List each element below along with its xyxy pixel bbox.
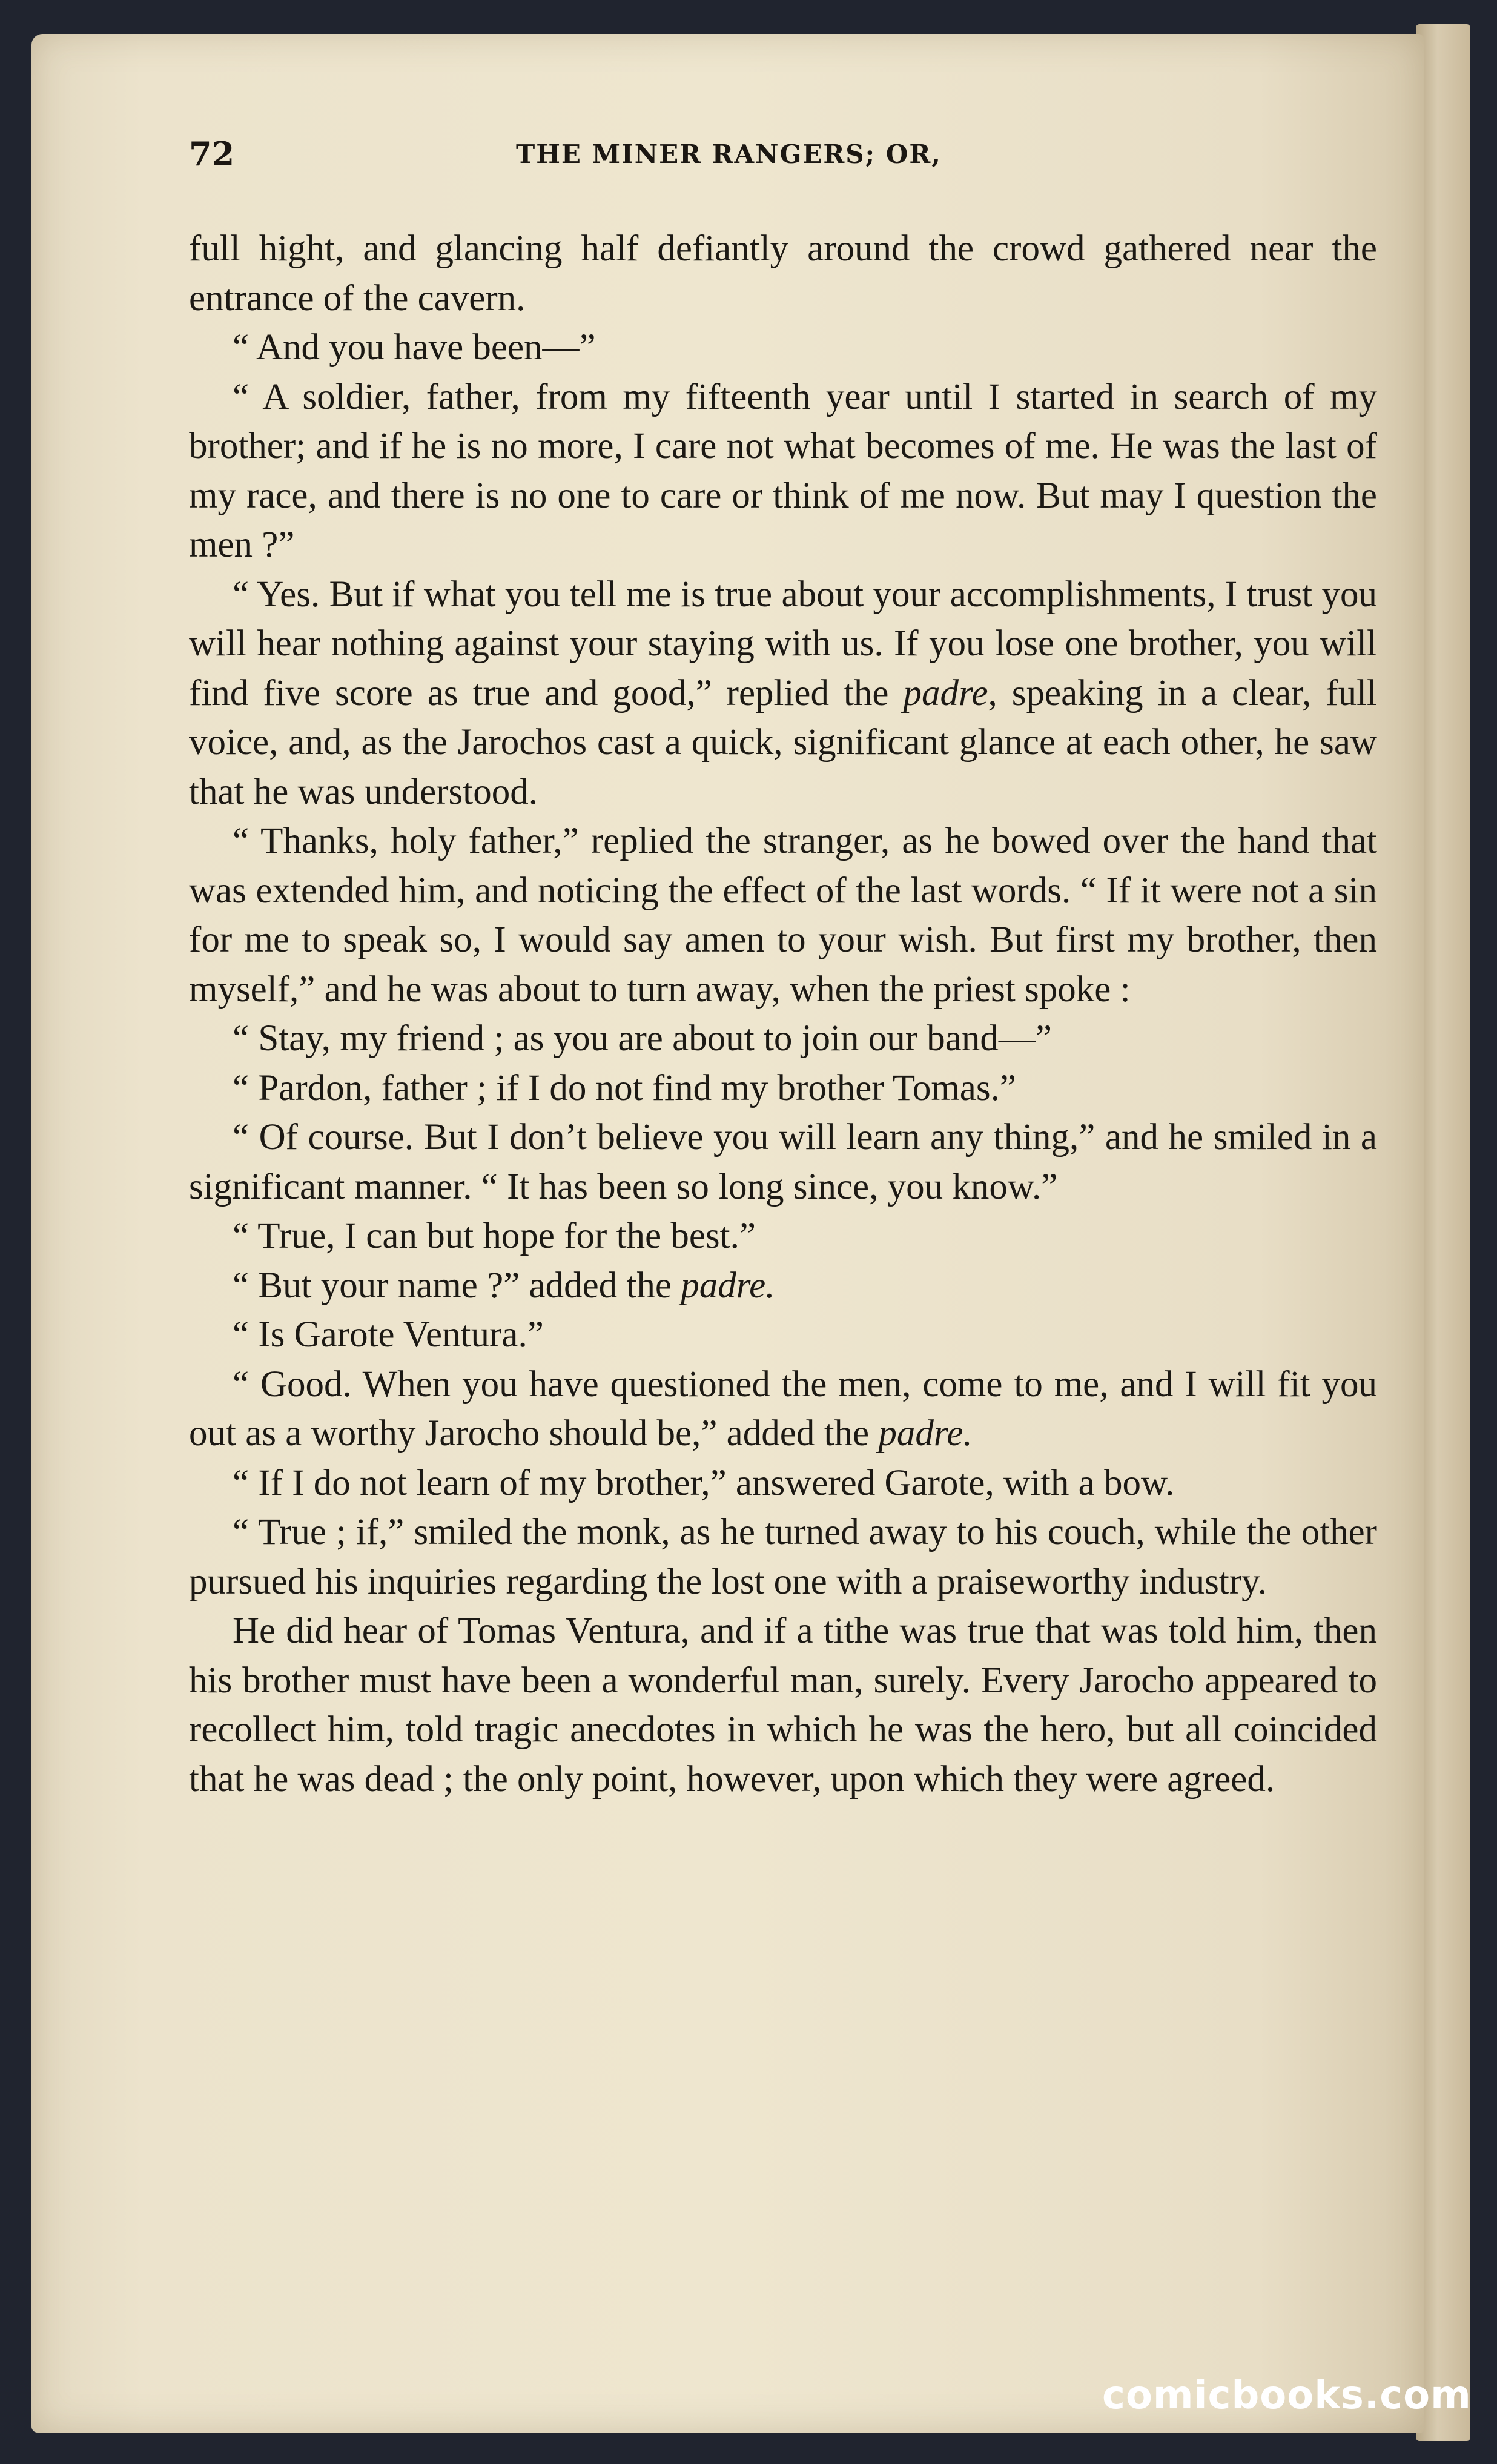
paragraph [189,1310,1377,1360]
text-run: “ Is Garote Ventura.” [233,1314,544,1355]
text-run: , speaking in a clear, full voice, and, as the Jarochos cast a quick, significant glance at each other, he saw that he was understood. [189,672,1377,812]
paragraph [189,1211,1377,1261]
text-run: “ Pardon, father ; if I do not find my brother Tomas.” [233,1067,1016,1108]
text-run: full hight, and glancing half defiantly around the crowd gathered near the entrance of the cavern. [189,228,1377,319]
paragraph [189,1064,1377,1113]
paragraph [189,1113,1377,1211]
paragraph [189,1360,1377,1459]
text-run: “ And you have been—” [233,327,596,368]
text-run: “ Of course. But I don’t believe you will learn any thing,” and he smiled in a significant manner. “ It has been so long since, you know.” [189,1117,1377,1207]
text-run: “ Good. When you have questioned the men, come to me, and I will fit you out as a worthy Jarocho should be,” added the [189,1363,1377,1454]
text-run: “ A soldier, father, from my fifteenth year until I started in search of my brother; and if he is no more, I care not what becomes of me. He was the last of my race, and there is no one to care or think of me now. But may I question the men ?” [189,376,1377,565]
text-run: “ Stay, my friend ; as you are about to join our band—” [233,1018,1052,1059]
paragraph [189,1459,1377,1508]
watermark: comicbooks.com [1102,2373,1472,2418]
page-number: 72 [189,134,235,173]
paragraph [189,224,1377,323]
text-run: “ If I do not learn of my brother,” answered Garote, with a bow. [233,1462,1175,1503]
paragraph [189,1606,1377,1804]
paragraph [189,323,1377,373]
italic-run: padre. [878,1413,973,1454]
text-run: “ But your name ?” added the [233,1265,681,1306]
text-run: “ True ; if,” smiled the monk, as he turned away to his couch, while the other pursued his inquiries regarding the lost one with a praiseworthy industry. [189,1512,1377,1602]
paragraph [189,373,1377,570]
italic-run: padre [903,672,988,714]
text-run: “ True, I can but hope for the best.” [233,1216,756,1256]
running-head: THE MINER RANGERS; OR, [516,139,942,169]
paragraph [189,1508,1377,1606]
paragraph [189,570,1377,817]
paragraph [189,816,1377,1014]
text-run: He did hear of Tomas Ventura, and if a tithe was true that was told him, then his brother must have been a wonderful man, surely. Every Jarocho appeared to recollect him, told tragic anecdotes in which he was the hero, but all coincided that he was dead ; the only point, however, upon which they were agreed. [189,1611,1377,1800]
paragraph [189,1261,1377,1311]
paragraph [189,1014,1377,1064]
text-run: “ Thanks, holy father,” replied the stranger, as he bowed over the hand that was extended him, and noticing the effect of the last words. “ If it were not a sin for me to speak so, I would say amen to your wish. But first my brother, then myself,” and he was about to turn away, when the priest spoke : [189,821,1377,1010]
body-text [189,224,1377,1804]
page-header [189,134,1376,183]
italic-run: padre. [681,1265,775,1306]
text-run: “ Yes. But if what you tell me is true about your accomplishments, I trust you will hear nothing against your staying with us. If you lose one brother, you will find five score as true and good,” replied the [189,574,1377,714]
